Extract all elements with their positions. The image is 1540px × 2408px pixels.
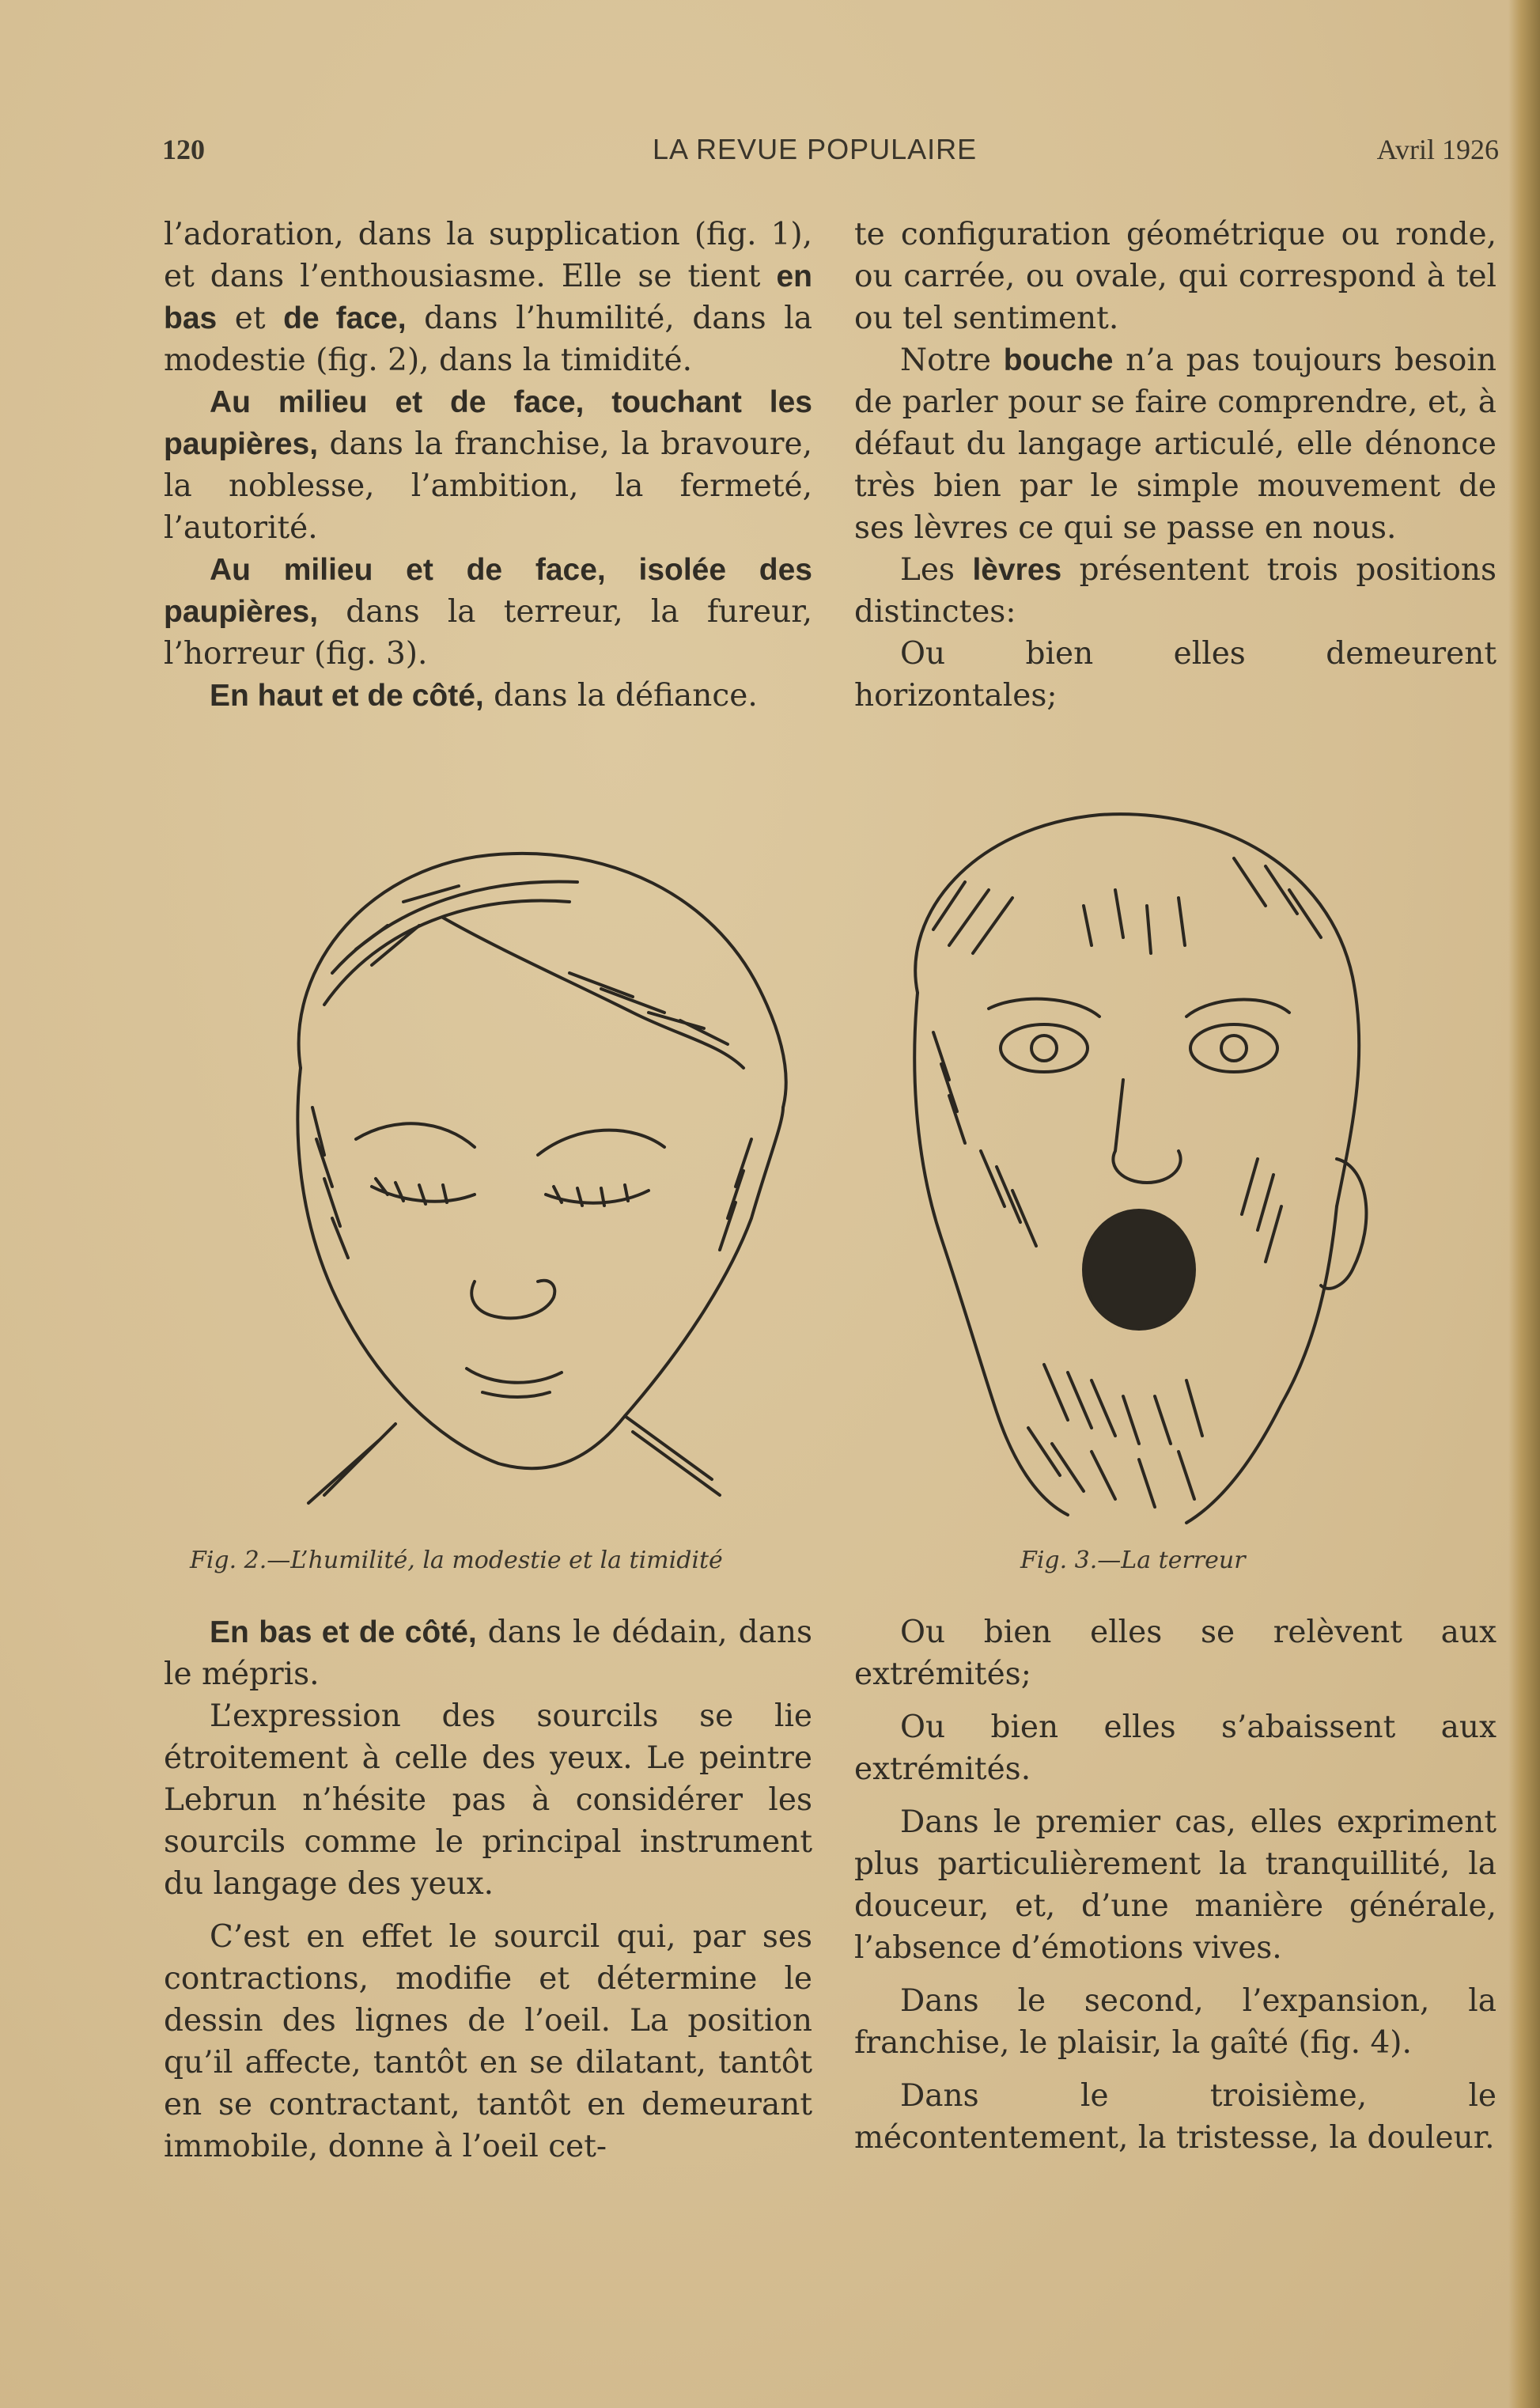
column-bottom-left [164,1611,812,2168]
paragraph: C’est en effet le sourcil qui, par ses contractions, modifie et détermine le dessin des lignes de l’oeil. La position qu’il affecte, tantôt en se dilatant, tantôt en se contractant, tantôt en demeurant immobile, donne à l’oeil cet- [164,1919,812,2164]
paragraph: Dans le premier cas, elles expriment plus particulièrement la tranquillité, la douceur, et, d’une manière générale, l’absence d’émotions vives. [854,1804,1496,1966]
paragraph: Ou bien elles s’abaissent aux extrémités. [854,1709,1496,1787]
paragraph: te configuration géométrique ou ronde, ou carrée, ou ovale, qui correspond à tel ou tel sentiment. [854,217,1496,336]
paragraph: Au milieu et de face, isolée des paupières, dans la terreur, la fureur, l’horreur (fig. 3). [164,553,812,672]
paragraph: Au milieu et de face, touchant les paupières, dans la franchise, la bravoure, la noblesse, l’ambition, la fermeté, l’autorité. [164,385,812,546]
issue-date: Avril 1926 [1376,134,1499,165]
figure-3-caption: Fig. 3.—La terreur [1020,1547,1246,1574]
paragraph: En bas et de côté, dans le dédain, dans le mépris. [164,1615,812,1692]
page-number: 120 [162,134,205,165]
column-bottom-right [854,1611,1496,2159]
paragraph: Ou bien elles demeurent horizontales; [854,636,1496,714]
paragraph: Ou bien elles se relèvent aux extrémités; [854,1615,1496,1692]
page-edge [1508,0,1540,2408]
paragraph: L’expression des sourcils se lie étroitement à celle des yeux. Le peintre Lebrun n’hésite pas à considérer les sourcils comme le principal instrument du langage des yeux. [164,1698,812,1902]
paragraph: Notre bouche n’a pas toujours besoin de parler pour se faire comprendre, et, à défaut du langage articulé, elle dénonce très bien par le simple mouvement de ses lèvres ce qui se passe en nous. [854,343,1496,546]
paragraph: Dans le second, l’expansion, la franchise, le plaisir, la gaîté (fig. 4). [854,1983,1496,2061]
figure-2-caption: Fig. 2.—L’humilité, la modestie et la timidité [190,1547,723,1574]
paragraph: l’adoration, dans la supplication (fig. 1), et dans l’enthousiasme. Elle se tient en bas et de face, dans l’humilité, dans la modestie (fig. 2), dans la timidité. [164,217,813,378]
column-top-right [854,214,1496,717]
page-header [162,133,1499,172]
paragraph: Dans le troisième, le mécontentement, la tristesse, la douleur. [854,2078,1496,2156]
journal-title: LA REVUE POPULAIRE [653,133,978,165]
figure-3-terror-drawing [886,795,1400,1535]
paragraph: En haut et de côté, dans la défiance. [210,678,758,714]
figure-2-humility-drawing [237,807,854,1535]
paragraph: Les lèvres présentent trois positions distinctes: [854,552,1497,630]
column-top-left [164,214,812,717]
